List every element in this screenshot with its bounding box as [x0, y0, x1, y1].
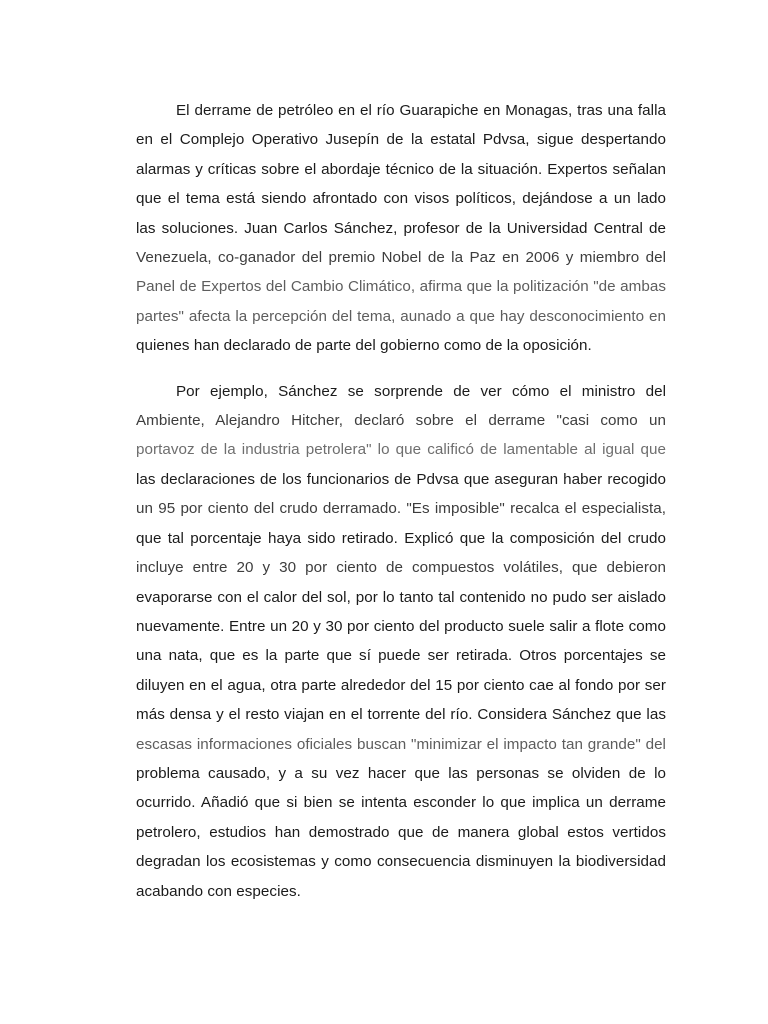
text-line: incluye entre 20 y 30 por ciento de compuestos volátiles, que debieron [136, 559, 666, 577]
text-line: Venezuela, co-ganador del premio Nobel de la Paz en 2006 y miembro del [136, 249, 666, 267]
text-line: Ambiente, Alejandro Hitcher, declaró sobre el derrame "casi como un [136, 412, 666, 430]
text-line: evaporarse con el calor del sol, por lo tanto tal contenido no pudo ser aislado [136, 588, 666, 606]
text-line: partes" afecta la percepción del tema, aunado a que hay desconocimiento en [136, 307, 666, 325]
text-line: acabando con especies. [136, 882, 301, 900]
text-line: Por ejemplo, Sánchez se sorprende de ver cómo el ministro del [176, 382, 666, 400]
text-line: que el tema está siendo afrontado con visos políticos, dejándose a un lado [136, 190, 666, 208]
text-line: alarmas y críticas sobre el abordaje técnico de la situación. Expertos señalan [136, 160, 666, 178]
text-line: problema causado, y a su vez hacer que las personas se olviden de lo [136, 764, 666, 782]
text-line: nuevamente. Entre un 20 y 30 por ciento del producto suele salir a flote como [136, 617, 666, 635]
text-line: portavoz de la industria petrolera" lo que calificó de lamentable al igual que [136, 441, 666, 459]
text-line: un 95 por ciento del crudo derramado. "Es imposible" recalca el especialista, [136, 500, 666, 518]
text-line: que tal porcentaje haya sido retirado. Explicó que la composición del crudo [136, 529, 666, 547]
text-line: Panel de Expertos del Cambio Climático, afirma que la politización "de ambas [136, 278, 666, 296]
paragraph [136, 96, 666, 361]
paragraph [136, 377, 666, 906]
text-line: las soluciones. Juan Carlos Sánchez, profesor de la Universidad Central de [136, 219, 666, 237]
text-line: quienes han declarado de parte del gobierno como de la oposición. [136, 337, 592, 355]
text-line: escasas informaciones oficiales buscan "minimizar el impacto tan grande" del [136, 735, 666, 753]
text-line: El derrame de petróleo en el río Guarapiche en Monagas, tras una falla [176, 102, 666, 119]
text-line: diluyen en el agua, otra parte alrededor del 15 por ciento cae al fondo por ser [136, 676, 666, 694]
text-line: degradan los ecosistemas y como consecuencia disminuyen la biodiversidad [136, 853, 666, 871]
text-line: una nata, que es la parte que sí puede ser retirada. Otros porcentajes se [136, 647, 666, 665]
text-line: más densa y el resto viajan en el torrente del río. Considera Sánchez que las [136, 706, 666, 724]
document-text-body [136, 96, 666, 906]
text-line: petrolero, estudios han demostrado que de manera global estos vertidos [136, 823, 666, 841]
text-line: las declaraciones de los funcionarios de Pdvsa que aseguran haber recogido [136, 470, 666, 488]
text-line: en el Complejo Operativo Jusepín de la estatal Pdvsa, sigue despertando [136, 131, 666, 149]
text-line: ocurrido. Añadió que si bien se intenta esconder lo que implica un derrame [136, 794, 666, 812]
